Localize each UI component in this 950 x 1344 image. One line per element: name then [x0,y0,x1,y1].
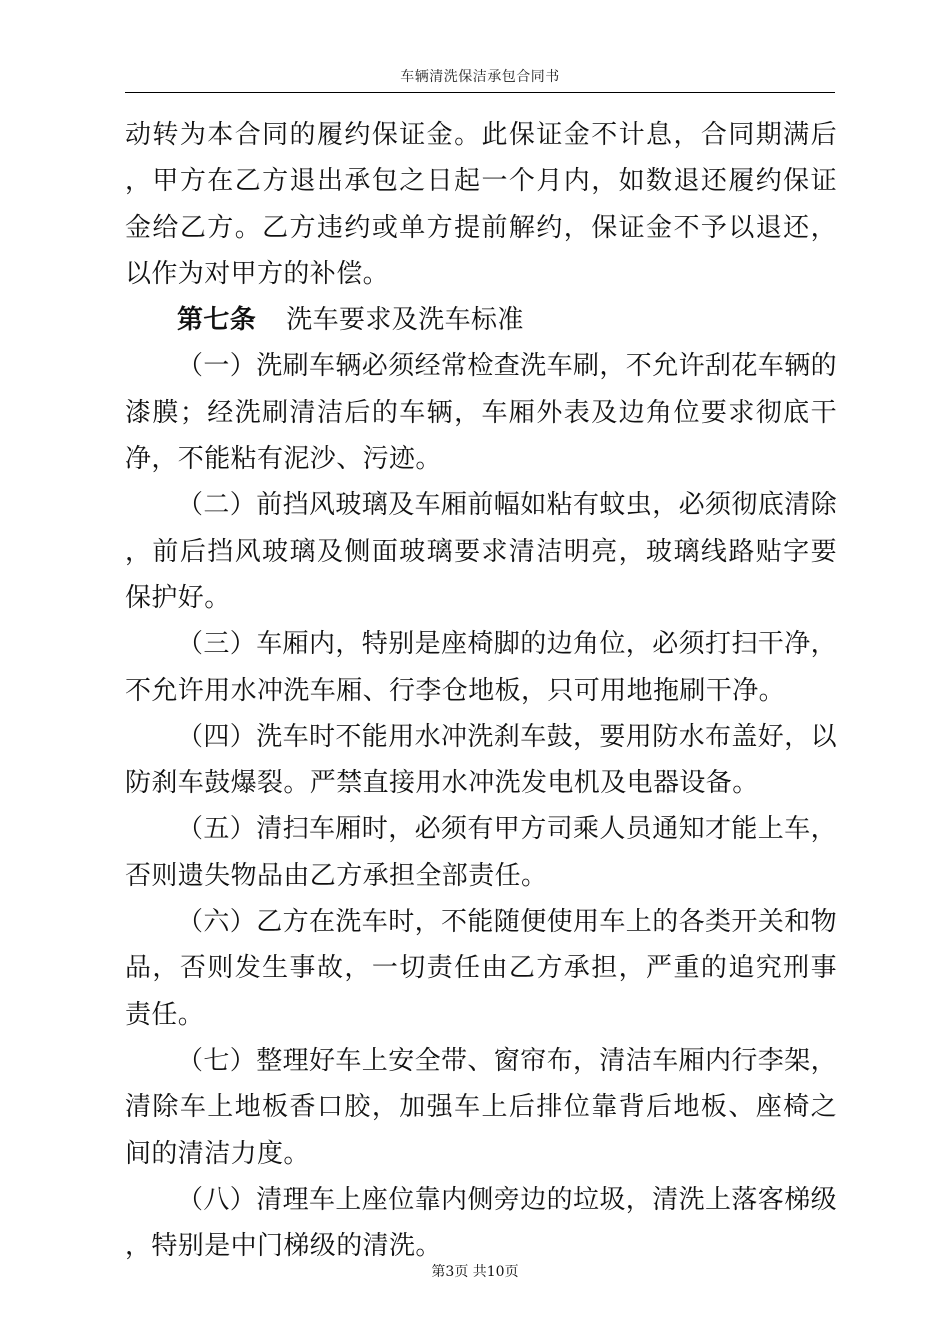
page-number-footer: 第3页 共10页 [431,1264,519,1280]
clause-5: （五）清扫车厢时，必须有甲方司乘人员通知才能上车，否则遗失物品由乙方承担全部责任。 [125,814,838,891]
article-title: 洗车要求及洗车标准 [286,305,524,336]
clause-3: （三）车厢内，特别是座椅脚的边角位，必须打扫干净，不允许用水冲洗车厢、行李仓地板，只可用地拖刷干净。 [125,629,838,706]
clause-6: （六）乙方在洗车时，不能随便使用车上的各类开关和物品，否则发生事故，一切责任由乙方承担，严重的追究刑事责任。 [125,907,838,1030]
article-heading [125,297,837,343]
clause-1: （一）洗刷车辆必须经常检查洗车刷，不允许刮花车辆的漆膜；经洗刷清洁后的车辆，车厢外表及边角位要求彻底干净，不能粘有泥沙、污迹。 [125,351,838,475]
article-number: 第七条 [177,305,257,336]
clause-8: （八）清理车上座位靠内侧旁边的垃圾，清洗上落客梯级，特别是中门梯级的清洗。 [125,1184,838,1262]
document-body [125,112,837,1269]
header-divider [125,92,835,93]
continuation-paragraph: 动转为本合同的履约保证金。此保证金不计息，合同期满后，甲方在乙方退出承包之日起一个月内，如数退还履约保证金给乙方。乙方违约或单方提前解约，保证金不予以退还，以作为对甲方的补偿。 [125,120,837,289]
page-header-title: 车辆清洗保洁承包合同书 [400,69,560,85]
clause-2: （二）前挡风玻璃及车厢前幅如粘有蚊虫，必须彻底清除，前后挡风玻璃及侧面玻璃要求清洁明亮，玻璃线路贴字要保护好。 [125,490,838,613]
clause-7: （七）整理好车上安全带、窗帘布，清洁车厢内行李架，清除车上地板香口胶，加强车上后排位靠背后地板、座椅之间的清洁力度。 [125,1045,838,1169]
clause-4: （四）洗车时不能用水冲洗刹车鼓，要用防水布盖好，以防刹车鼓爆裂。严禁直接用水冲洗发电机及电器设备。 [125,721,838,799]
